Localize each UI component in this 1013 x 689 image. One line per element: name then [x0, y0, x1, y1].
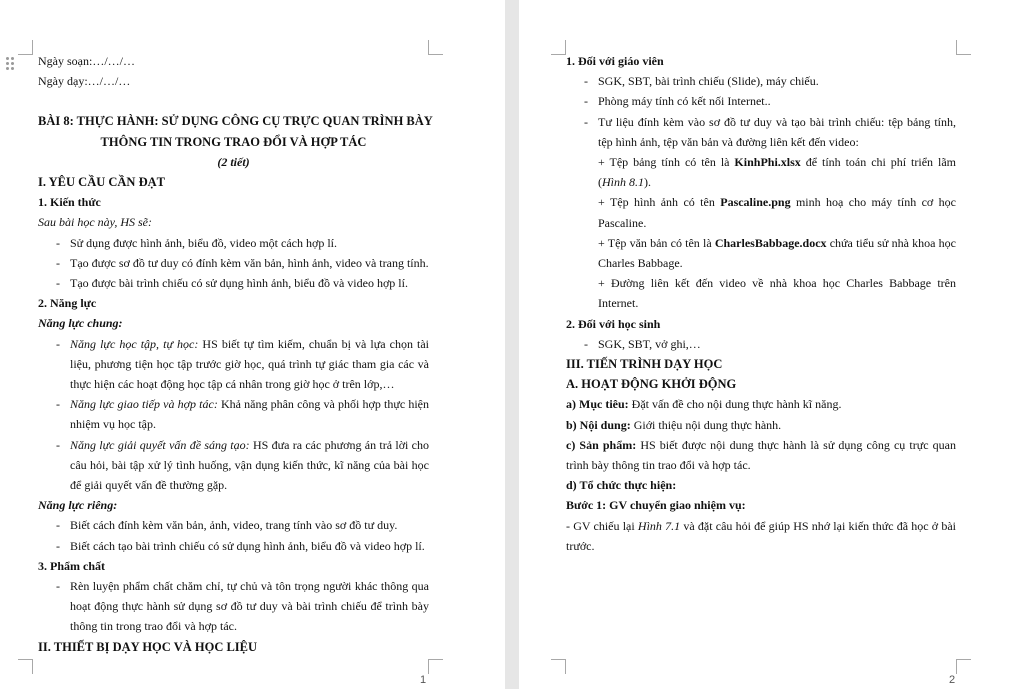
- competence-label: Năng lực giao tiếp và hợp tác:: [70, 397, 218, 412]
- label: a) Mục tiêu:: [566, 397, 629, 412]
- text: + Tệp hình ảnh có tên: [598, 195, 721, 210]
- margin-corner-mark: [956, 40, 971, 55]
- list-item: [70, 394, 429, 434]
- product: [566, 435, 956, 475]
- subsection-heading: 1. Kiến thức: [38, 195, 101, 210]
- subsection-heading: 3. Phẩm chất: [38, 558, 105, 573]
- text: và đặt câu hỏi để giúp HS nhớ lại kiến thức đã học ở bài trước.: [566, 518, 957, 553]
- list-item: - Rèn luyện phẩm chất chăm chỉ, tự chủ và tôn trọng người khác thông qua hoạt động thực hành sử dụng sơ đồ tư duy và bài trình chiếu để trình bày thông tin trong trao đổi và hợp tác.: [70, 576, 429, 637]
- figure-ref: Hình 7.1: [637, 518, 681, 533]
- section-heading: III. TIẾN TRÌNH DẠY HỌC: [566, 357, 723, 372]
- student-list: [566, 334, 956, 354]
- list-item: [70, 435, 429, 496]
- section-heading: II. THIẾT BỊ DẠY HỌC VÀ HỌC LIỆU: [38, 639, 258, 654]
- specific-competence-list: [38, 515, 429, 555]
- figure-ref: Hình 8.1: [602, 175, 644, 190]
- attachment-item: [598, 192, 956, 232]
- text: + Tệp bảng tính có tên là: [598, 155, 735, 170]
- text: ).: [644, 175, 651, 190]
- step-heading: Bước 1: GV chuyển giao nhiệm vụ:: [566, 498, 746, 513]
- page-2-text[interactable]: [566, 51, 956, 556]
- attachment-item: [598, 233, 956, 273]
- label: b) Nội dung:: [566, 417, 631, 432]
- intro-text: Sau bài học này, HS sẽ:: [38, 215, 152, 230]
- list-item: - Sử dụng được hình ảnh, biểu đồ, video một cách hợp lí.: [70, 233, 429, 253]
- list-item: - Tư liệu đính kèm vào sơ đồ tư duy và tạo bài trình chiếu: tệp bảng tính, tệp hình ảnh, tệp văn bản và đường liên kết đến video:: [598, 112, 956, 152]
- competence-text: Khả năng phân công và phối hợp thực hiện nhiệm vụ học tập.: [70, 397, 429, 432]
- content: [566, 415, 956, 435]
- date-taught: Ngày dạy:…/…/…: [38, 74, 131, 89]
- list-item: - SGK, SBT, bài trình chiếu (Slide), máy chiếu.: [598, 71, 956, 91]
- specific-competence-label: Năng lực riêng:: [38, 498, 118, 513]
- general-competence-label: Năng lực chung:: [38, 316, 123, 331]
- document-page-1: [0, 0, 505, 689]
- label: c) Sản phẩm:: [566, 437, 637, 452]
- competence-label: Năng lực học tập, tự học:: [70, 336, 199, 351]
- margin-corner-mark: [551, 40, 566, 55]
- list-item: [70, 334, 429, 395]
- file-name: Pascaline.png: [720, 195, 791, 210]
- competence-label: Năng lực giải quyết vấn đề sáng tạo:: [70, 437, 250, 452]
- text: - GV chiếu lại: [566, 518, 638, 533]
- activity-heading: A. HOẠT ĐỘNG KHỞI ĐỘNG: [566, 377, 737, 392]
- text: HS biết được nội dung thực hành là sử dụng công cụ trực quan trình bày thông tin trao đổi và hợp tác.: [566, 437, 956, 473]
- attachment-item: + Đường liên kết đến video về nhà khoa học Charles Babbage trên Internet.: [598, 276, 956, 311]
- page-number: 1: [420, 674, 427, 686]
- quality-list: [38, 576, 429, 637]
- margin-corner-mark: [956, 659, 971, 674]
- subsection-heading: 2. Đối với học sinh: [566, 316, 661, 331]
- list-item: - Biết cách đính kèm văn bản, ảnh, video, trang tính vào sơ đồ tư duy.: [70, 515, 429, 535]
- page-1-text[interactable]: [38, 51, 433, 657]
- general-competence-list: [38, 334, 429, 496]
- text: để tính toán chi phí triển lãm (: [598, 155, 956, 190]
- document-page-2: [519, 0, 1013, 689]
- drag-handle-icon[interactable]: [6, 57, 16, 71]
- list-item: - Biết cách tạo bài trình chiếu có sử dụng hình ảnh, biểu đồ và video hợp lí.: [70, 536, 429, 556]
- teacher-step: [566, 516, 956, 556]
- text: chứa tiểu sử nhà khoa học Charles Babbage.: [598, 235, 956, 271]
- lesson-title-line-1: BÀI 8: THỰC HÀNH: SỬ DỤNG CÔNG CỤ TRỰC QUAN TRÌNH BÀY: [38, 114, 433, 129]
- file-name: KinhPhi.xlsx: [734, 155, 801, 170]
- subsection-heading: 2. Năng lực: [38, 296, 97, 311]
- lesson-periods: (2 tiết): [217, 154, 250, 169]
- list-item: - SGK, SBT, vở ghi,…: [598, 334, 956, 354]
- list-item: - Phòng máy tính có kết nối Internet..: [598, 91, 956, 111]
- teacher-list: [566, 71, 956, 152]
- attachment-item: [598, 152, 956, 192]
- margin-corner-mark: [18, 659, 33, 674]
- margin-corner-mark: [551, 659, 566, 674]
- list-item: - Tạo được bài trình chiếu có sử dụng hình ảnh, biểu đồ và video hợp lí.: [70, 273, 429, 293]
- margin-corner-mark: [428, 659, 443, 674]
- objective: [566, 394, 956, 414]
- margin-corner-mark: [428, 40, 443, 55]
- text: minh hoạ cho máy tính cơ học Pascaline.: [598, 195, 956, 230]
- section-heading: I. YÊU CẦU CẦN ĐẠT: [38, 175, 165, 190]
- subsection-heading: 1. Đối với giáo viên: [566, 54, 664, 68]
- page-number: 2: [949, 674, 956, 686]
- file-name: CharlesBabbage.docx: [714, 235, 827, 250]
- competence-text: HS đưa ra các phương án trả lời cho câu hỏi, bài tập xử lý tình huống, vận dụng kiến thức, kĩ năng của bài học để giải quyết vấn đề thường gặp.: [70, 437, 429, 493]
- margin-corner-mark: [18, 40, 33, 55]
- lesson-title-line-2: THÔNG TIN TRONG TRAO ĐỔI VÀ HỢP TÁC: [100, 134, 367, 149]
- competence-text: HS biết tự tìm kiếm, chuẩn bị và lựa chọn tài liệu, phương tiện học tập trước giờ học, quá trình tự giác tham gia các và thực hiện các hoạt động học tập cá nhân trong giờ học ở trên lớp,…: [70, 336, 429, 392]
- organization-label: d) Tổ chức thực hiện:: [566, 478, 677, 493]
- list-item: - Tạo được sơ đồ tư duy có đính kèm văn bản, hình ảnh, video và trang tính.: [70, 253, 429, 273]
- text: + Tệp văn bản có tên là: [598, 235, 715, 250]
- text: Đặt vấn đề cho nội dung thực hành kĩ năng.: [628, 397, 842, 412]
- date-prepared: Ngày soạn:…/…/…: [38, 54, 135, 68]
- text: Giới thiệu nội dung thực hành.: [630, 417, 782, 432]
- knowledge-list: [38, 233, 429, 294]
